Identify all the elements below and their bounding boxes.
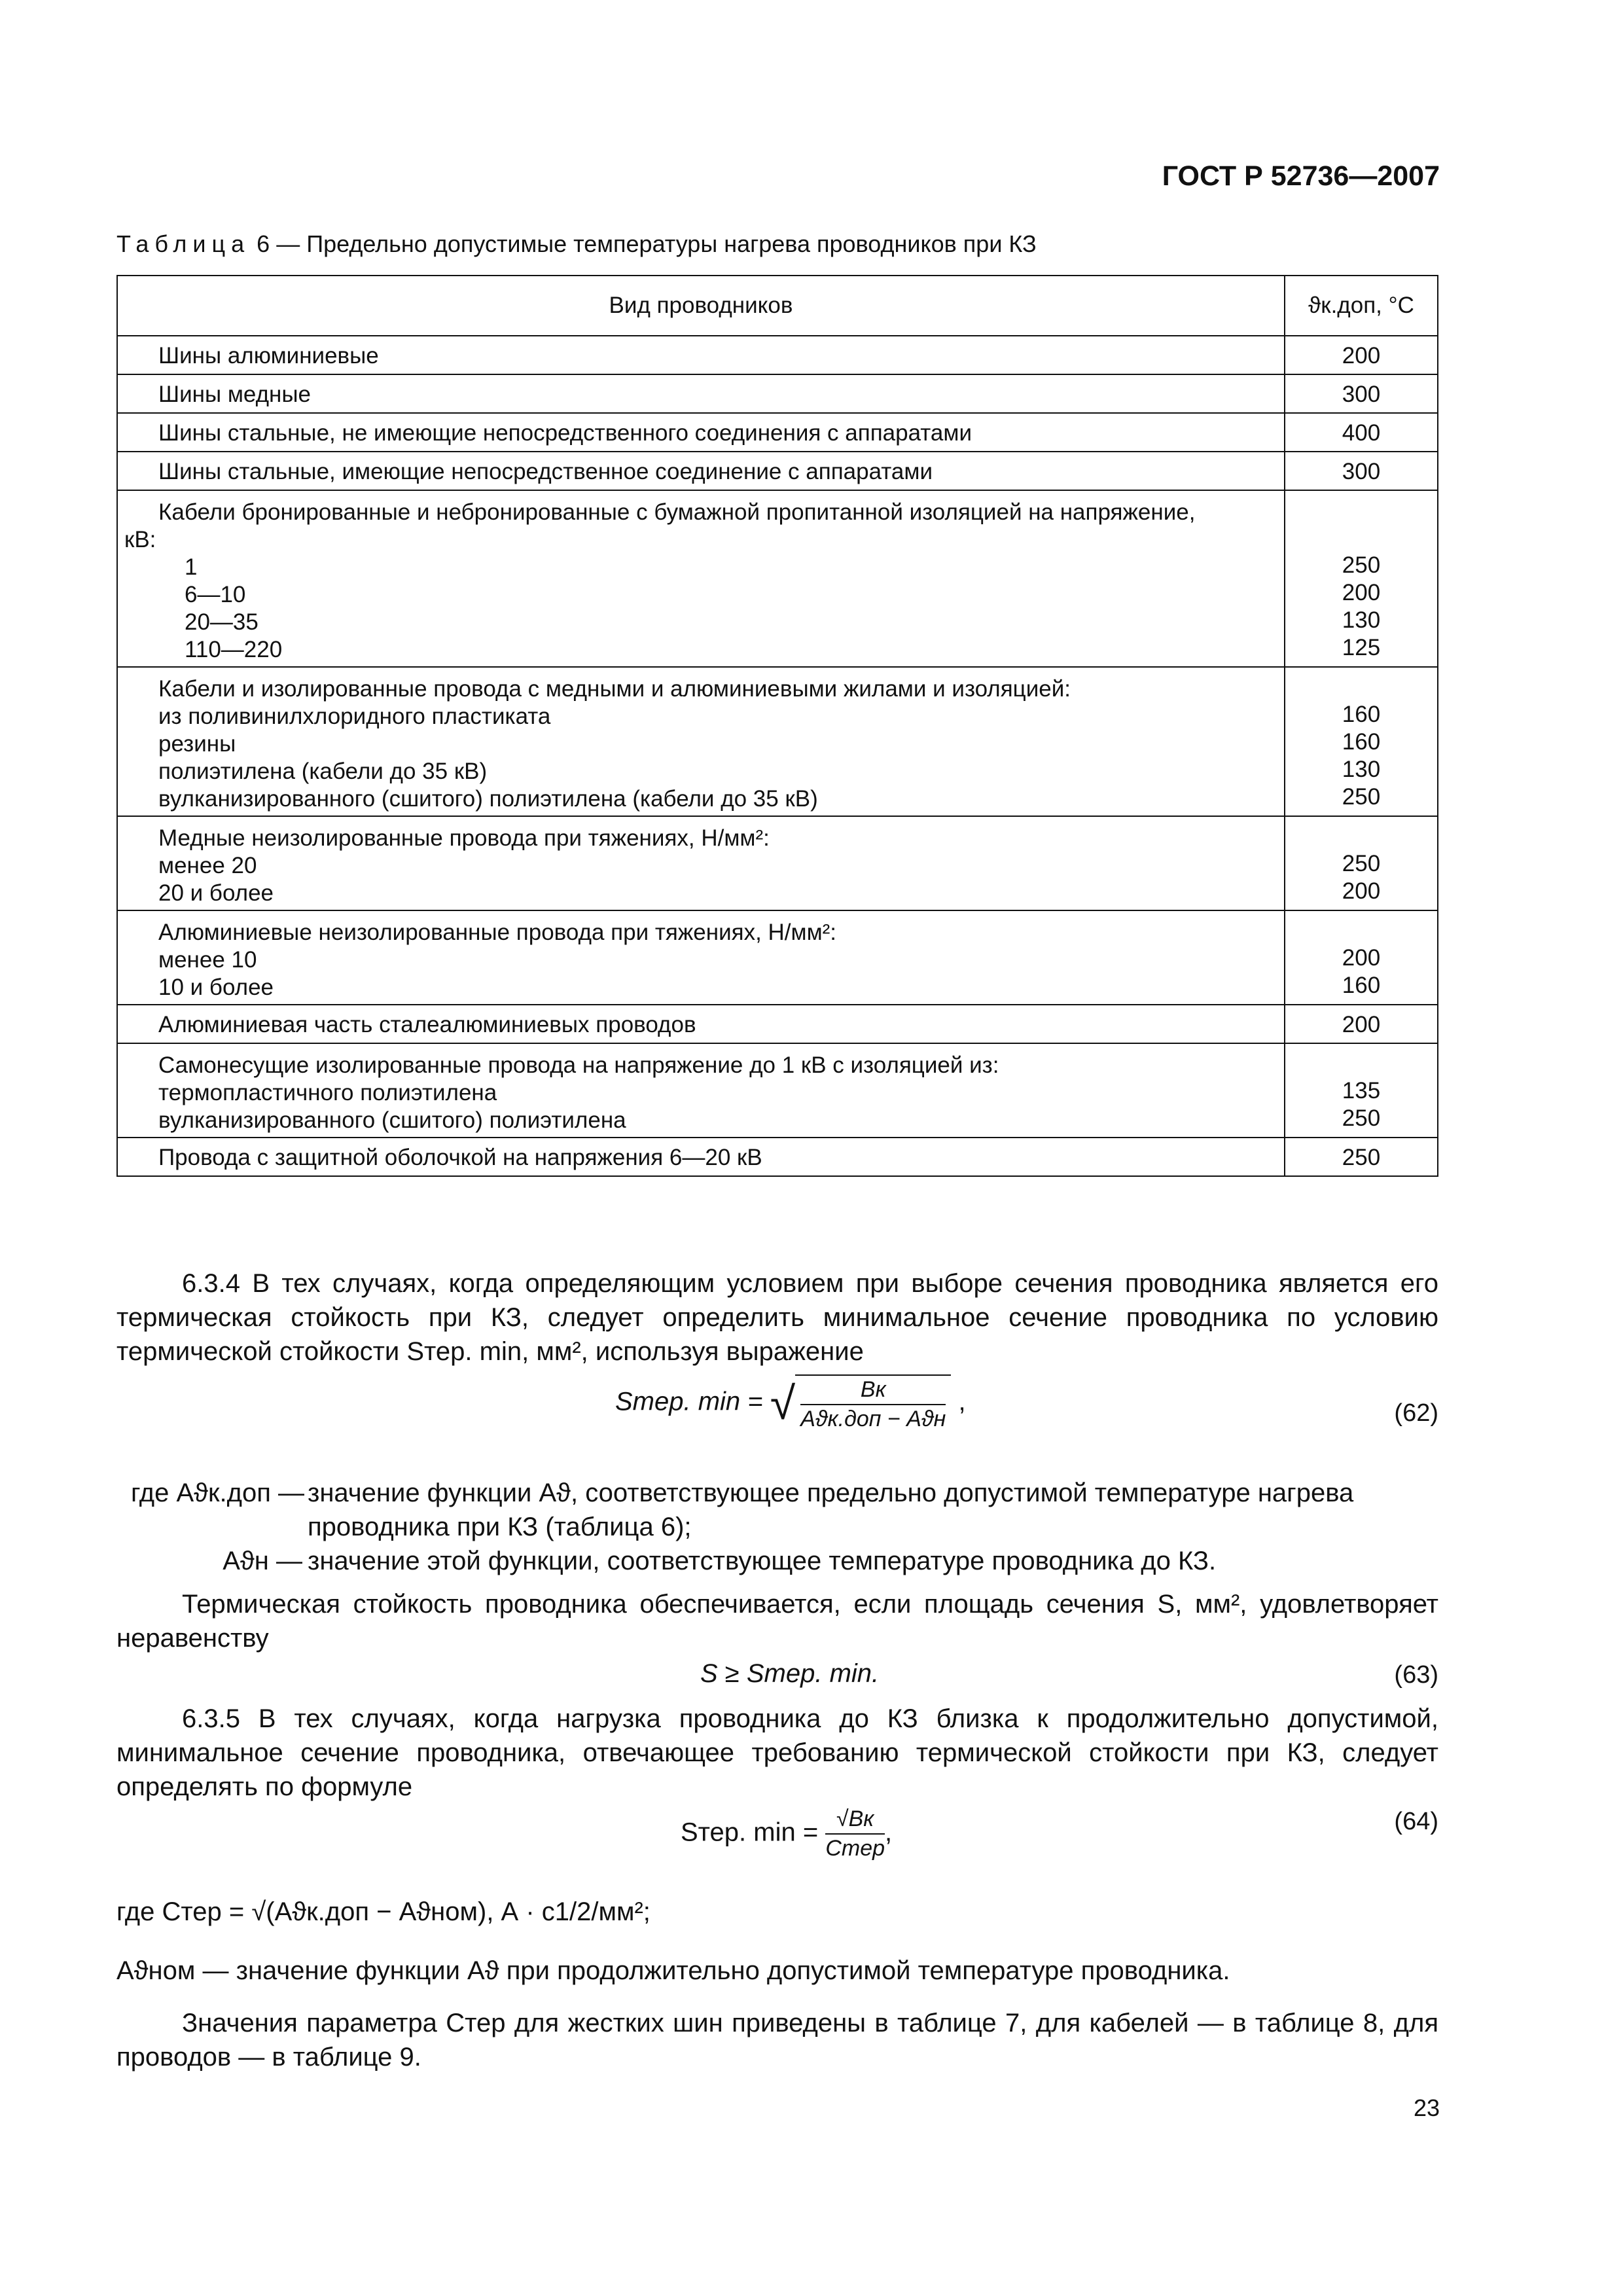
insulated-cell — [117, 667, 1285, 816]
table-row — [117, 452, 1438, 490]
formula-63 — [700, 1659, 879, 1689]
cables-lead: Кабели бронированные и небронированные с бумажной пропитанной изоляцией на напряжение, — [158, 499, 1196, 525]
table-row — [117, 413, 1438, 452]
insulated-item: резины — [158, 731, 236, 757]
cables-item: 1 — [185, 554, 198, 580]
row-value: 200 — [1285, 336, 1438, 374]
row-value: 250 — [1285, 1138, 1438, 1176]
cables-value: 250 — [1342, 552, 1381, 578]
formula-64-lhs: Sтер. min = — [681, 1818, 819, 1847]
copper-value: 200 — [1342, 878, 1381, 904]
formula-62-numerator: Bк — [860, 1377, 886, 1402]
aluminum-value: 160 — [1342, 973, 1381, 998]
standard-designation: ГОСТ Р 52736—2007 — [1162, 160, 1440, 192]
self-supporting-value: 250 — [1342, 1105, 1381, 1131]
table-header-row — [117, 276, 1438, 336]
a-nom-definition: Aϑном — значение функции Aϑ при продолжительно допустимой температуре проводника. — [116, 1956, 1230, 1985]
self-supporting-cell — [117, 1043, 1285, 1138]
table-row — [117, 1138, 1438, 1176]
insulated-value: 250 — [1342, 784, 1381, 810]
where-block-1 — [131, 1476, 1438, 1578]
insulated-item: из поливинилхлоридного пластиката — [158, 704, 551, 729]
where-definition: значение функции Aϑ, соответствующее предельно допустимой температуре нагрева — [308, 1479, 1354, 1507]
row-value: 300 — [1285, 452, 1438, 490]
c-ter-definition: где Cтер = √(Aϑк.доп − Aϑном), А · с1/2/мм²; — [116, 1897, 651, 1926]
aluminum-item: менее 10 — [158, 947, 257, 973]
table-row-aluminum — [117, 910, 1438, 1005]
formula-64-numerator: √Bк — [836, 1806, 874, 1831]
header-max-temp: ϑк.доп, °С — [1285, 276, 1438, 336]
row-name: Провода с защитной оболочкой на напряжения 6—20 кВ — [117, 1138, 1285, 1176]
page-number: 23 — [1413, 2094, 1440, 2121]
where-term: Aϑн — — [223, 1547, 302, 1575]
self-supporting-item: термопластичного полиэтилена — [158, 1080, 497, 1105]
aluminum-item: 10 и более — [158, 975, 274, 1000]
self-supporting-value: 135 — [1342, 1078, 1381, 1103]
self-supporting-item: вулканизированного (сшитого) полиэтилена — [158, 1107, 626, 1133]
aluminum-values — [1285, 910, 1438, 1005]
paragraph-values: Значения параметра Cтер для жестких шин приведены в таблице 7, для кабелей — в таблице 8, для проводов — в таблице 9. — [116, 2009, 1438, 2072]
cables-value: 130 — [1342, 607, 1381, 633]
aluminum-value: 200 — [1342, 945, 1381, 971]
cables-value: 125 — [1342, 635, 1381, 660]
header-conductor-type: Вид проводников — [117, 276, 1285, 336]
temperature-table — [116, 275, 1438, 1177]
row-value: 300 — [1285, 374, 1438, 413]
self-supporting-values — [1285, 1043, 1438, 1138]
paragraph-6-3-4: 6.3.4 В тех случаях, когда определяющим условием при выборе сечения проводника является его термическая стойкость при КЗ, следует определить минимальное сечение проводника по условию термической стойкости Sтер. min, мм², используя выражение — [116, 1269, 1438, 1366]
formula-62-lhs: Sтер. min = — [615, 1387, 763, 1416]
row-name: Алюминиевая часть сталеалюминиевых проводов — [117, 1005, 1285, 1043]
copper-item: менее 20 — [158, 853, 257, 878]
table-row — [117, 336, 1438, 374]
cables-value: 200 — [1342, 580, 1381, 605]
sqrt-icon: √ — [770, 1378, 796, 1429]
table-row-cables — [117, 490, 1438, 667]
row-name: Шины медные — [117, 374, 1285, 413]
row-name: Шины стальные, имеющие непосредственное соединение с аппаратами — [117, 452, 1285, 490]
row-value: 400 — [1285, 413, 1438, 452]
copper-lead: Медные неизолированные провода при тяжениях, Н/мм²: — [158, 825, 770, 851]
insulated-item: полиэтилена (кабели до 35 кВ) — [158, 759, 488, 784]
table-caption-word: Таблица — [116, 230, 251, 257]
cables-values — [1285, 490, 1438, 667]
table-row — [117, 1005, 1438, 1043]
copper-cell — [117, 816, 1285, 910]
cables-item: 6—10 — [185, 582, 246, 607]
formula-64-denominator: Cтер — [825, 1836, 885, 1861]
formula-63-text: S ≥ Sтер. min. — [700, 1659, 880, 1688]
cables-item: 110—220 — [185, 637, 283, 662]
copper-value: 250 — [1342, 851, 1381, 876]
paragraph-stability: Термическая стойкость проводника обеспечивается, если площадь сечения S, мм², удовлетворяет неравенству — [116, 1590, 1438, 1653]
table-caption — [116, 230, 1037, 258]
insulated-value: 160 — [1342, 702, 1381, 727]
where-term: где Aϑк.доп — — [131, 1479, 305, 1507]
row-name: Шины стальные, не имеющие непосредственного соединения с аппаратами — [117, 413, 1285, 452]
table-row-self-supporting — [117, 1043, 1438, 1138]
copper-values — [1285, 816, 1438, 910]
table-row-copper — [117, 816, 1438, 910]
where-definition-cont: проводника при КЗ (таблица 6); — [308, 1513, 692, 1541]
insulated-value: 130 — [1342, 757, 1381, 782]
aluminum-lead: Алюминиевые неизолированные провода при тяжениях, Н/мм²: — [158, 920, 837, 945]
formula-62-denominator: Aϑк.доп − Aϑн — [800, 1407, 946, 1431]
table-row-insulated — [117, 667, 1438, 816]
where-definition: значение этой функции, соответствующее температуре проводника до КЗ. — [308, 1547, 1217, 1575]
formula-64: Sтер. min = $\frac{√Bк}{\text{Cтер}}$ , — [681, 1806, 893, 1861]
cables-cell — [117, 490, 1285, 667]
aluminum-cell — [117, 910, 1285, 1005]
insulated-values — [1285, 667, 1438, 816]
insulated-value: 160 — [1342, 729, 1381, 755]
table-caption-text: 6 — Предельно допустимые температуры нагрева проводников при КЗ — [257, 230, 1037, 257]
equation-number-63: (63) — [1394, 1661, 1438, 1689]
formula-62: Sтер. min = √ $\frac{Bк}{\text{Aϑк.доп − Aϑн}}$ , — [615, 1374, 966, 1432]
row-name: Шины алюминиевые — [117, 336, 1285, 374]
where-block-3 — [116, 1895, 651, 1929]
where-block-4 — [116, 1954, 1230, 1988]
table-row — [117, 374, 1438, 413]
cables-lead-unit: кВ: — [124, 527, 156, 552]
insulated-item: вулканизированного (сшитого) полиэтилена (кабели до 35 кВ) — [158, 786, 818, 812]
self-supporting-lead: Самонесущие изолированные провода на напряжение до 1 кВ с изоляцией из: — [158, 1052, 999, 1078]
cables-item: 20—35 — [185, 609, 259, 635]
equation-number-62: (62) — [1394, 1399, 1438, 1427]
copper-item: 20 и более — [158, 880, 274, 906]
row-value: 200 — [1285, 1005, 1438, 1043]
paragraph-6-3-5: 6.3.5 В тех случаях, когда нагрузка проводника до КЗ близка к продолжительно допустимой, минимальное сечение проводника, отвечающее требованию термической стойкости при КЗ, следует определять по формуле — [116, 1704, 1438, 1801]
equation-number-64: (64) — [1394, 1808, 1438, 1835]
insulated-lead: Кабели и изолированные провода с медными и алюминиевыми жилами и изоляцией: — [158, 676, 1071, 702]
